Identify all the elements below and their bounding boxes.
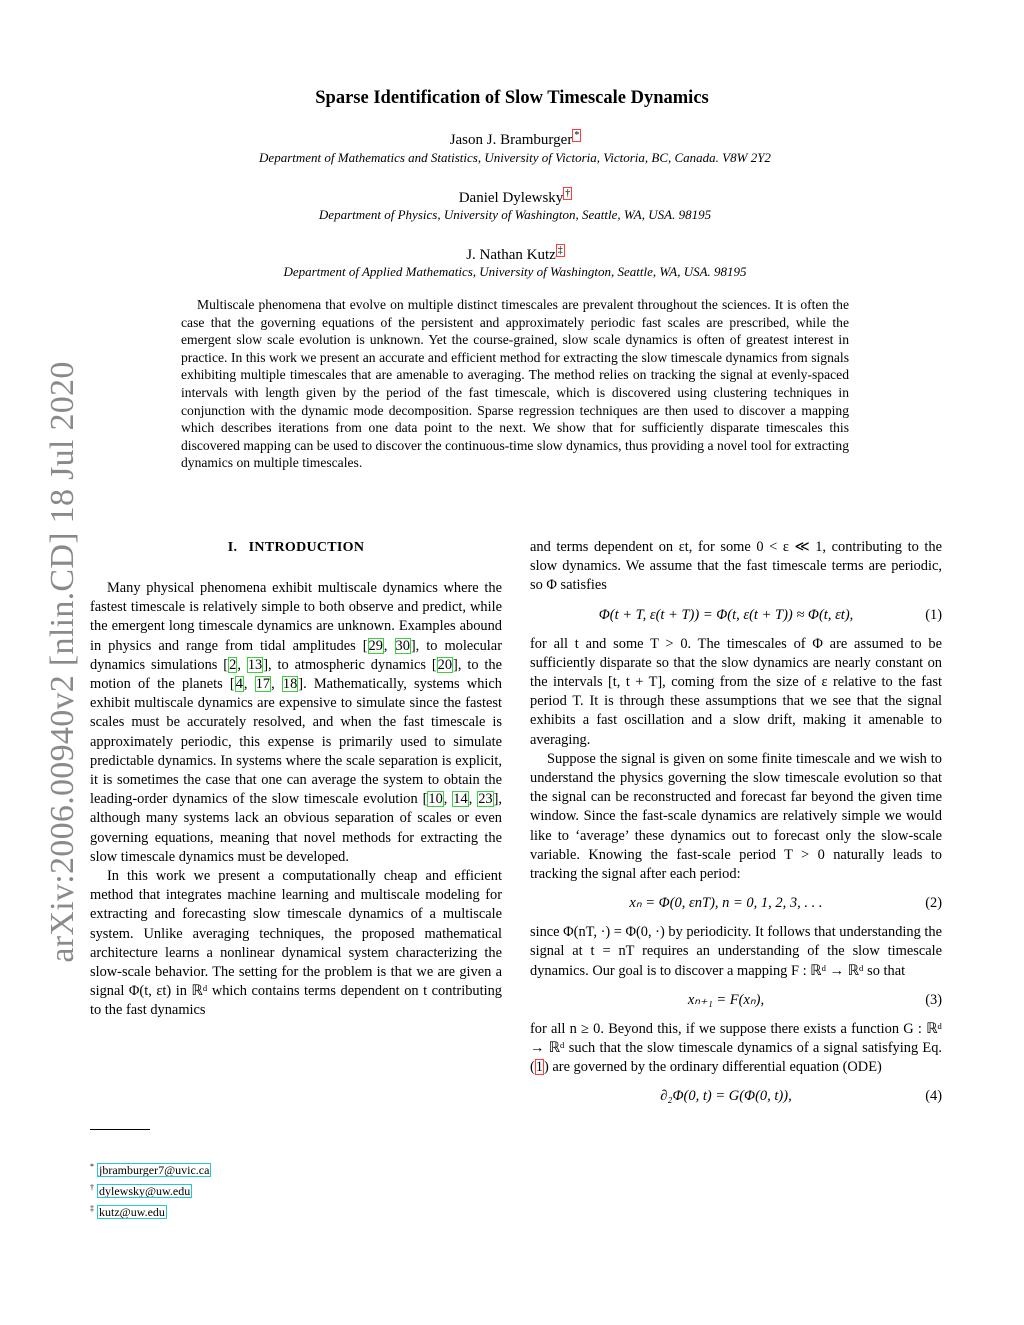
equation-body: xₙ = Φ(0, εnT), n = 0, 1, 2, 3, . . . — [629, 895, 823, 912]
author-name: Daniel Dylewsky — [458, 190, 564, 206]
email-link[interactable]: kutz@uw.edu — [99, 1205, 165, 1219]
footnote-2: † dylewsky@uw.edu — [90, 1183, 191, 1198]
equation-body: xₙ₊₁ = F(xₙ), — [687, 991, 765, 1008]
author-2 — [0, 188, 1024, 207]
equation-reference-link[interactable]: 1 — [535, 1059, 543, 1076]
footnote-1: * jbramburger7@uvic.ca — [90, 1162, 210, 1177]
section-title: INTRODUCTION — [248, 540, 365, 555]
citation-link[interactable]: 14 — [453, 791, 468, 808]
affiliation-1: Department of Mathematics and Statistics, University of Victoria, Victoria, BC, Canada. V8W 2Y2 — [259, 150, 771, 165]
equation-body: ∂₂Φ(0, t) = G(Φ(0, t)), — [660, 1088, 792, 1105]
right-paragraph-1: and terms dependent on εt, for some 0 < ε ≪ 1, contributing to the slow dynamics. We assume that the fast timescale terms are periodic, so Φ satisfies — [530, 539, 942, 594]
footnote-divider — [90, 1129, 150, 1130]
abstract: Multiscale phenomena that evolve on multiple distinct timescales are prevalent throughout the sciences. It is often the case that the governing equations of the persistent and approximately periodic fast scales are prescribed, while the emergent slow scale evolution is unknown. Yet the course-grained, slow scale dynamics is often of greatest interest in practice. In this work we present an accurate and efficient method for extracting the slow timescale dynamics from signals exhibiting multiple timescales that are amenable to averaging. The method relies on tracking the signal at evenly-spaced intervals with length given by the period of the fast timescale, which is discovered using clustering techniques in conjunction with the dynamic mode decomposition. Sparse regression techniques are then used to discover a mapping which describes iterations from one data point to the next. We show that for sufficiently disparate timescales this discovered mapping can be used to discover the continuous-time slow dynamics, thus providing a novel tool for extracting dynamics on multiple timescales. — [181, 297, 849, 471]
equation-number: (4) — [925, 1088, 942, 1105]
equation-1 — [530, 599, 942, 633]
citation-link[interactable]: 2 — [229, 656, 237, 673]
right-paragraph-2: for all t and some T > 0. The timescales of Φ are assumed to be sufficiently disparate so that the slow dynamics are nearly constant on the intervals [t, t + T], coming from the size of ε relative to the fast period T. It is through these assumptions that we see that the signal exhibits a fast oscillation and a slow drift, making it amenable to averaging. — [530, 635, 942, 748]
citation-link[interactable]: 10 — [428, 791, 443, 808]
citation-link[interactable]: 20 — [437, 656, 453, 673]
footnotes — [90, 1158, 211, 1221]
author-footnote-link[interactable]: ‡ — [557, 245, 563, 256]
citation-link[interactable]: 30 — [395, 637, 410, 654]
author-name: J. Nathan Kutz — [466, 247, 556, 263]
email-link[interactable]: jbramburger7@uvic.ca — [99, 1163, 210, 1177]
equation-number: (2) — [925, 895, 942, 912]
affiliation-2: Department of Physics, University of Washington, Seattle, WA, USA. 98195 — [318, 207, 712, 222]
right-paragraph-5: for all n ≥ 0. Beyond this, if we suppose there exists a function G : ℝᵈ → ℝᵈ such that the slow timescale dynamics of a signal satisfying Eq. (1) are governed by the ordinary differential equation (ODE) — [530, 1020, 942, 1076]
left-column — [90, 538, 502, 1021]
email-link[interactable]: dylewsky@uw.edu — [99, 1184, 191, 1198]
author-footnote-link[interactable]: † — [565, 188, 571, 199]
equation-3 — [530, 984, 942, 1018]
author-footnote-link[interactable]: * — [574, 130, 580, 141]
intro-paragraph-2: In this work we present a computationally cheap and efficient method that integrates machine learning and multiscale modeling for extracting and forecasting slow timescale dynamics of a multiscale system. Unlike averaging techniques, the proposed mathematical architecture learns a nonlinear dynamical system characterizing the slow-scale behavior. The setting for the problem is that we are given a signal Φ(t, εt) in ℝᵈ which contains terms dependent on t contributing to the fast dynamics — [90, 868, 502, 1019]
author-1 — [0, 130, 1024, 149]
affiliation-3: Department of Applied Mathematics, University of Washington, Seattle, WA, USA. 98195 — [283, 264, 747, 279]
equation-number: (3) — [925, 991, 942, 1008]
equation-body: Φ(t + T, ε(t + T)) = Φ(t, ε(t + T)) ≈ Φ(t, εt), — [598, 606, 854, 623]
equation-number: (1) — [925, 606, 942, 623]
citation-link[interactable]: 13 — [247, 656, 263, 673]
author-name: Jason J. Bramburger — [449, 132, 573, 148]
citation-link[interactable]: 29 — [368, 637, 383, 654]
citation-link[interactable]: 18 — [282, 676, 298, 693]
citation-link[interactable]: 17 — [255, 676, 271, 693]
section-heading — [90, 538, 502, 557]
author-3 — [0, 245, 1024, 264]
section-number: I. — [227, 540, 238, 555]
citation-link[interactable]: 4 — [235, 676, 243, 693]
intro-paragraph-1: Many physical phenomena exhibit multiscale dynamics where the fastest timescale is relatively simple to both observe and predict, while the emergent long timescale dynamics are unknown. Examples abound in physics and range from tidal amplitudes [29, 30], to molecular dynamics simulations [2, 13], to atmospheric dynamics [20], to the motion of the planets [4, 17, 18]. Mathematically, systems which exhibit multiscale dynamics are expensive to simulate since the fastest scales must be accurately resolved, and when the fast timescale is approximately periodic, this expense is primarily used to simulate predictable dynamics. In systems where the scale separation is explicit, it is sometimes the case that one can average the system to obtain the leading-order dynamics of the slow timescale evolution [10, 14, 23], although many systems lack an obvious separation of scales or even governing equations, meaning that novel methods for extracting the slow timescale dynamics must be developed. — [90, 580, 503, 865]
citation-link[interactable]: 23 — [478, 791, 493, 808]
footnote-3: ‡ kutz@uw.edu — [90, 1204, 165, 1219]
right-paragraph-4: since Φ(nT, ·) = Φ(0, ·) by periodicity. It follows that understanding the signal at t = nT requires an understanding of the slow timescale dynamics. Our goal is to discover a mapping F : ℝᵈ → ℝᵈ so that — [530, 924, 943, 979]
right-paragraph-3: Suppose the signal is given on some finite timescale and we wish to understand the physics governing the slow timescale evolution so that the signal can be reconstructed and forecast far beyond the given time window. Since the fast-scale dynamics are relatively simple we would like to ‘average’ these dynamics out to forecast only the slow-scale variable. Knowing the fast-scale period T > 0 naturally leads to tracking the signal after each period: — [530, 750, 942, 883]
right-column — [530, 538, 942, 1116]
equation-2 — [530, 887, 942, 921]
equation-4 — [530, 1080, 942, 1114]
arxiv-identifier-text: arXiv:2006.00940v2 [nlin.CD] 18 Jul 2020 — [44, 361, 81, 963]
paper-title: Sparse Identification of Slow Timescale Dynamics — [315, 88, 709, 108]
